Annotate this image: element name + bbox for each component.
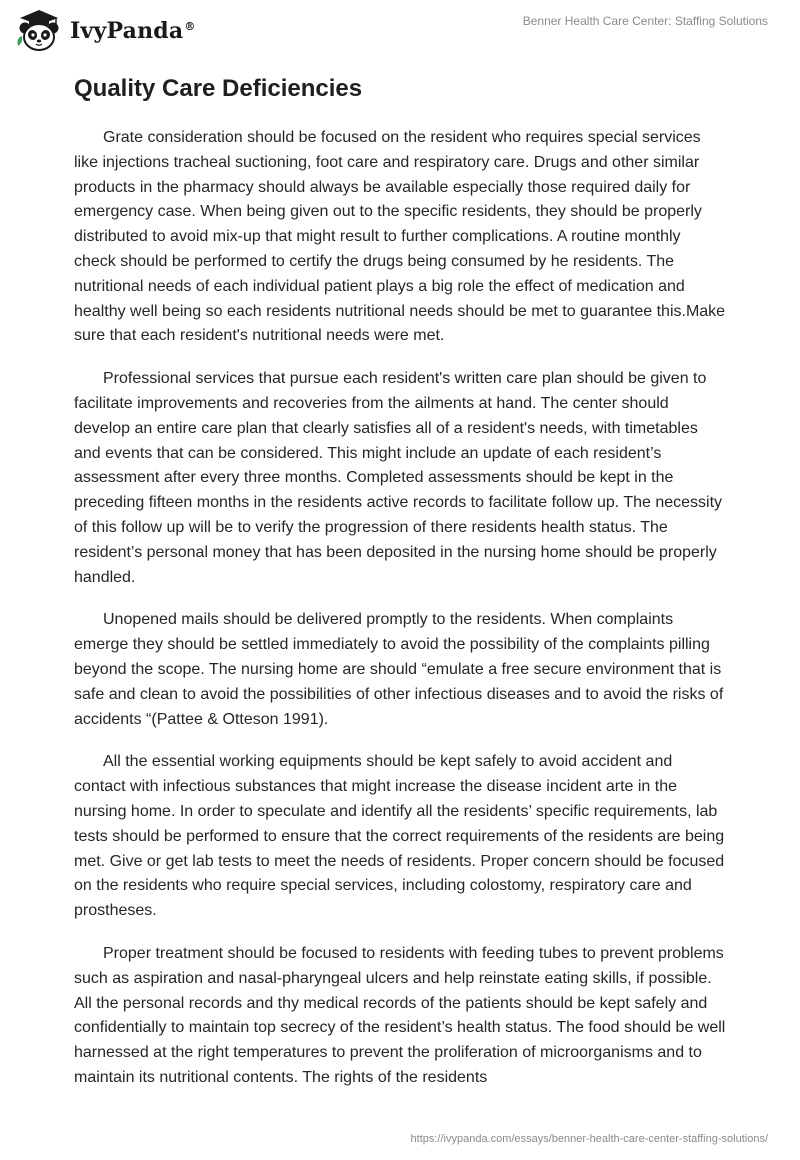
document-title: Benner Health Care Center: Staffing Solutions [522,14,768,28]
source-url[interactable]: https://ivypanda.com/essays/benner-health-care-center-staffing-solutions/ [410,1133,768,1145]
paragraph-3: Unopened mails should be delivered promptly to the residents. When complaints emerge they should be settled immediately to avoid the possibility of the complaints pilling beyond the scope. The nursing home are should “emulate a free secure environment that is safe and clean to avoid the possibilities of other infectious diseases and to avoid the risks of accidents “(Pattee & Otteson 1991). [74,611,724,728]
article [74,74,726,1109]
panda-graduate-icon [14,8,64,52]
section-heading: Quality Care Deficiencies [74,75,363,102]
paragraph-2: Professional services that pursue each resident's written care plan should be given to facilitate improvements and recoveries from the ailments at hand. The center should develop an entire care plan that clearly satisfies all of a resident's needs, with timetables and events that can be considered. This might include an update of each resident’s assessment after every three months. Completed assessments should be kept in the preceding fifteen months in the residents active records to facilitate follow up. The necessity of this follow up will be to verify the progression of there residents health status. The resident’s personal money that has been deposited in the nursing home should be properly handled. [74,370,723,586]
paragraph-4: All the essential working equipments should be kept safely to avoid accident and contact with infectious substances that might increase the disease incident arte in the nursing home. In order to speculate and identify all the residents’ specific requirements, lab tests should be performed to ensure that the correct requirements of the residents are being met. Give or get lab tests to meet the needs of residents. Proper concern should be focused on the residents who require special services, including colostomy, respiratory care and prostheses. [74,753,725,920]
paragraph-1: Grate consideration should be focused on the resident who requires special services like injections tracheal suctioning, foot care and respiratory care. Drugs and other similar products in the pharmacy should always be available especially those required daily for emergency case. When being given out to the specific residents, they should be properly distributed to avoid mix-up that might result to further complications. A routine monthly check should be performed to certify the drugs being consumed by he residents. The nutritional needs of each individual patient plays a big role the effect of medication and healthy well being so each residents nutritional needs should be met to guarantee this.Make sure that each resident's nutritional needs were met. [74,129,726,345]
paragraph-5: Proper treatment should be focused to residents with feeding tubes to prevent problems such as aspiration and nasal-pharyngeal ulcers and help reinstate eating skills, if possible. All the personal records and thy medical records of the patients should be kept safely and confidentially to maintain top secrecy of the resident’s health status. The food should be well harnessed at the right temperatures to prevent the proliferation of microorganisms and to maintain its nutritional contents. The rights of the residents [74,944,726,1086]
page-header [0,0,800,60]
brand-logo[interactable] [14,8,196,52]
brand-name: IvyPanda® [70,18,196,44]
